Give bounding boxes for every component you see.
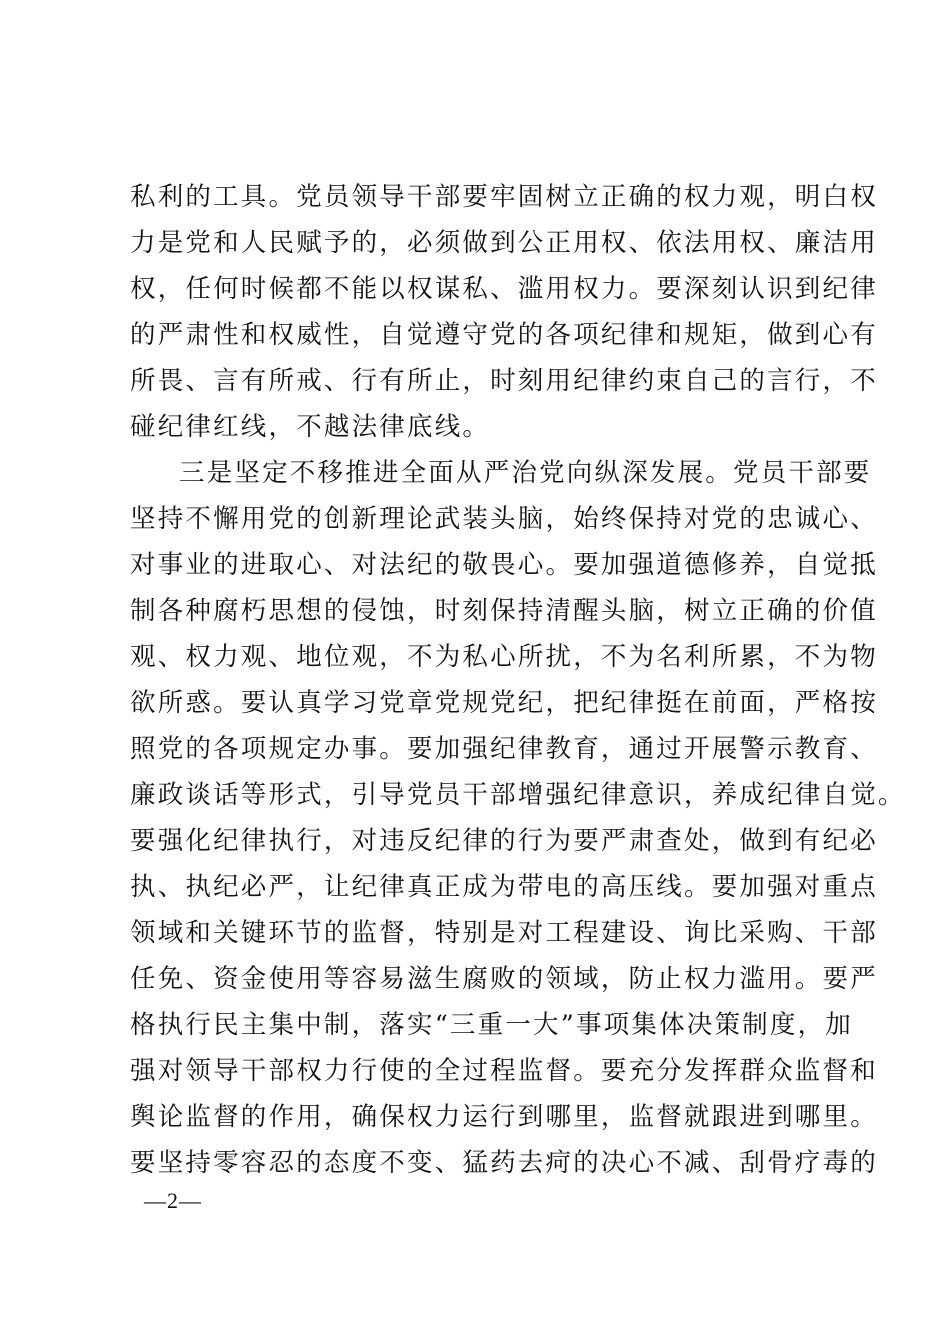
text-line: 碰纪律红线，不越法律底线。 xyxy=(130,412,491,442)
text-line: 观、权力观、地位观，不为私心所扰，不为名利所累，不为物 xyxy=(130,642,878,672)
text-line: 要坚持零容忍的态度不变、猛药去疴的决心不减、刮骨疗毒的 xyxy=(130,1148,878,1178)
text-line: 力是党和人民赋予的，必须做到公正用权、依法用权、廉洁用 xyxy=(130,228,878,258)
text-line: 舆论监督的作用，确保权力运行到哪里，监督就跟进到哪里。 xyxy=(130,1102,878,1132)
text-line: 欲所惑。要认真学习党章党规党纪，把纪律挺在前面，严格按 xyxy=(130,688,878,718)
text-line: 廉政谈话等形式，引导党员干部增强纪律意识，养成纪律自觉。 xyxy=(130,780,906,810)
page-number: —2— xyxy=(144,1188,202,1213)
text-line: 制各种腐朽思想的侵蚀，时刻保持清醒头脑，树立正确的价值 xyxy=(130,596,878,626)
text-line: 的严肃性和权威性，自觉遵守党的各项纪律和规矩，做到心有 xyxy=(130,320,878,350)
text-line: 坚持不懈用党的创新理论武装头脑，始终保持对党的忠诚心、 xyxy=(130,504,878,534)
text-line: 私利的工具。党员领导干部要牢固树立正确的权力观，明白权 xyxy=(130,182,878,212)
text-line: 任免、资金使用等容易滋生腐败的领域，防止权力滥用。要严 xyxy=(130,964,878,994)
text-line: 领域和关键环节的监督，特别是对工程建设、询比采购、干部 xyxy=(130,918,878,948)
text-line: 所畏、言有所戒、行有所止，时刻用纪律约束自己的言行，不 xyxy=(130,366,878,396)
text-line: 强对领导干部权力行使的全过程监督。要充分发挥群众监督和 xyxy=(130,1056,878,1086)
body-text xyxy=(130,174,906,1186)
text-line: 执、执纪必严，让纪律真正成为带电的高压线。要加强对重点 xyxy=(130,872,878,902)
text-line: 格执行民主集中制，落实“三重一大”事项集体决策制度，加 xyxy=(130,1010,853,1040)
text-line: 照党的各项规定办事。要加强纪律教育，通过开展警示教育、 xyxy=(130,734,878,764)
text-line: 三是坚定不移推进全面从严治党向纵深发展。党员干部要 xyxy=(179,458,872,488)
text-line: 要强化纪律执行，对违反纪律的行为要严肃查处，做到有纪必 xyxy=(130,826,878,856)
text-line: 权，任何时候都不能以权谋私、滥用权力。要深刻认识到纪律 xyxy=(130,274,878,304)
text-line: 对事业的进取心、对法纪的敬畏心。要加强道德修养，自觉抵 xyxy=(130,550,878,580)
